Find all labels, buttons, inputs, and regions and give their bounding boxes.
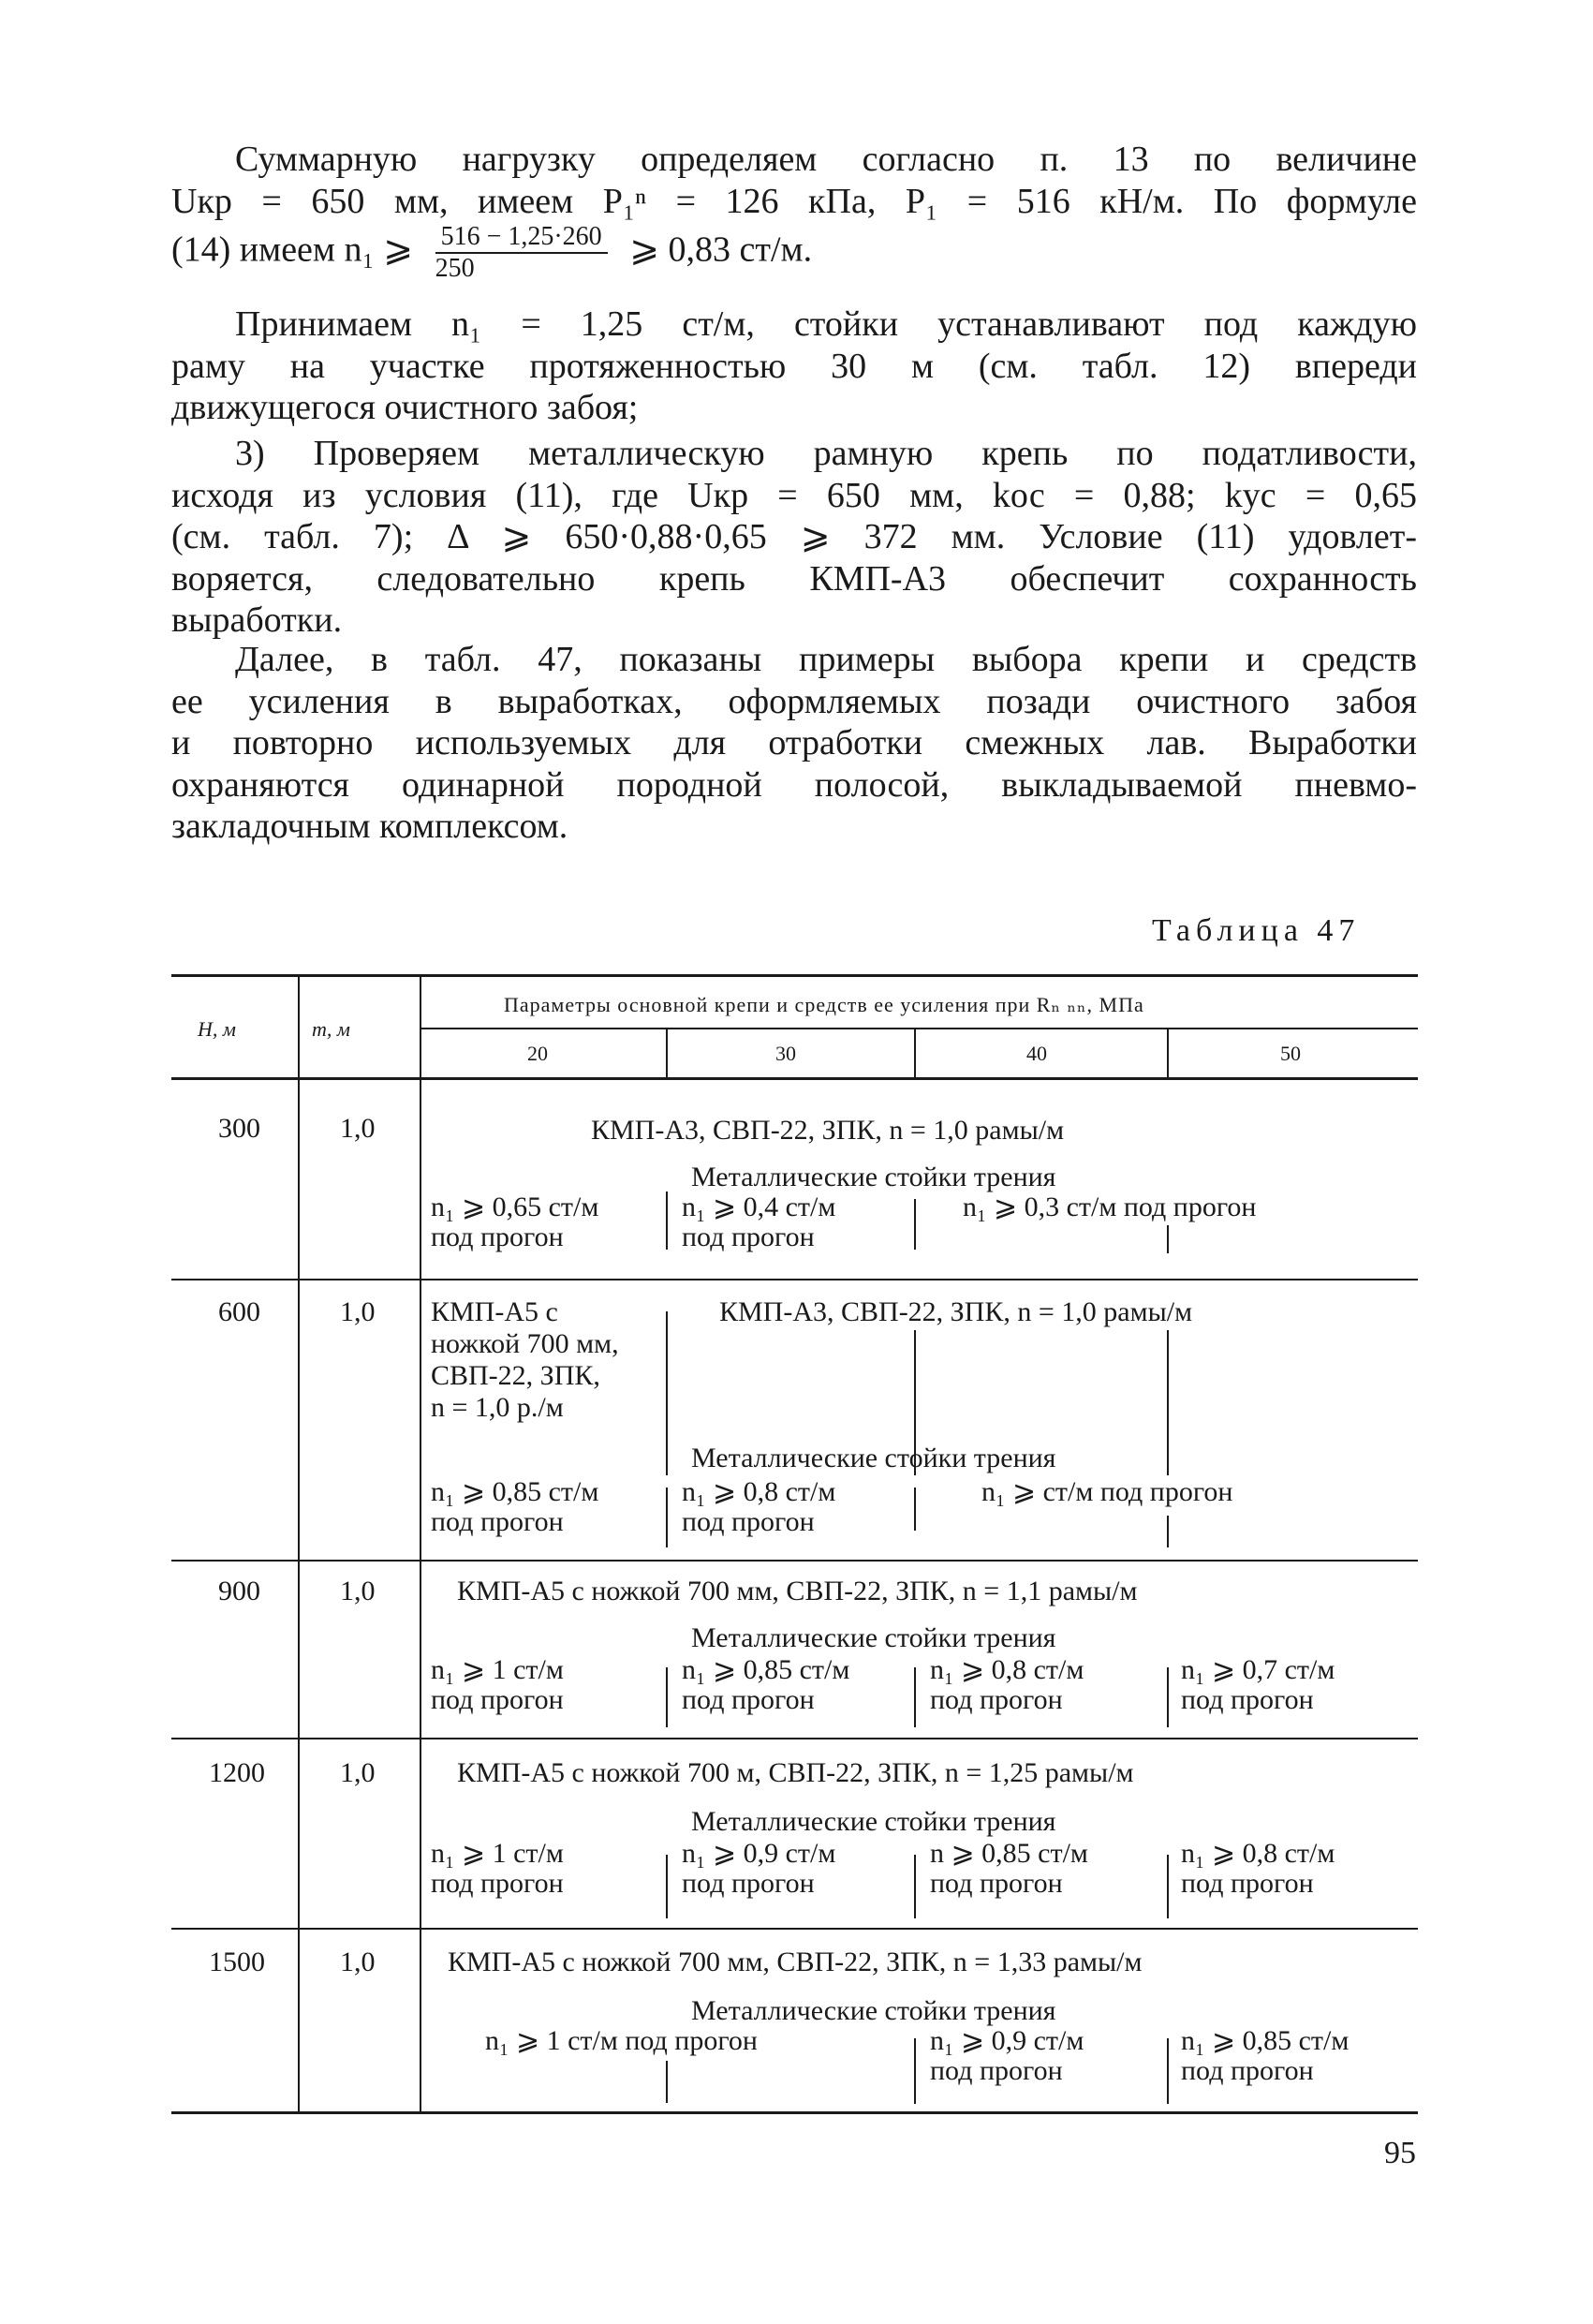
row-friction-label: Металлические стойки трения — [691, 1806, 1056, 1837]
row-main-support: КМП-А3, СВП-22, ЗПК, n = 1,0 рамы/м — [591, 1115, 1065, 1146]
row-friction-label: Металлические стойки трения — [691, 1622, 1056, 1653]
cell-text: СВП-22, ЗПК, — [431, 1360, 600, 1391]
header-strength-30: 30 — [775, 1042, 796, 1065]
table-top-rule — [171, 974, 1418, 977]
row-m-value: 1,0 — [340, 1296, 376, 1327]
table-caption: Таблица 47 — [1152, 913, 1361, 948]
paragraph-1 — [171, 139, 1417, 284]
text-line: охраняются одинарной породной полосой, выкладываемой пневмо- — [171, 764, 1417, 805]
row-h-value: 300 — [218, 1113, 260, 1144]
row-main-support: КМП-А5 с ножкой 700 мм, СВП-22, ЗПК, n = 1,1 рамы/м — [457, 1576, 1138, 1606]
cell-text: под прогон — [1181, 1868, 1314, 1899]
cell-text: n₁ ⩾ 0,8 ст/м — [1181, 1838, 1335, 1869]
paragraph-4 — [171, 639, 1417, 848]
cell-text: под прогон — [431, 1684, 564, 1715]
text-line: Принимаем n₁ = 1,25 ст/м, стойки устанавливают под каждую — [235, 304, 1417, 344]
text-line: исходя из условия (11), где Uкр = 650 мм, kос = 0,88; kус = 0,65 — [171, 475, 1417, 515]
row-h-value: 900 — [218, 1576, 260, 1606]
header-bottom-rule — [171, 1077, 1418, 1080]
cell-rule — [914, 1855, 916, 1918]
row-main-support: КМП-А5 с ножкой 700 м, СВП-22, ЗПК, n = 1,25 рамы/м — [457, 1757, 1134, 1788]
cell-rule — [1167, 1855, 1169, 1918]
cell-text: n₁ ⩾ 0,85 ст/м — [682, 1654, 850, 1685]
column-rule — [420, 974, 421, 2113]
cell-rule — [666, 1192, 668, 1250]
row-h-value: 600 — [218, 1296, 260, 1327]
row-divider — [171, 1928, 1418, 1930]
header-column-rule — [666, 1028, 668, 1079]
cell-text: под прогон — [431, 1221, 564, 1252]
row-friction-label: Металлические стойки трения — [691, 1443, 1056, 1473]
text-line: воряется, следовательно крепь КМП-А3 обеспечит сохранность — [171, 558, 1417, 599]
header-column-rule — [1167, 1028, 1169, 1079]
cell-rule — [1167, 1667, 1169, 1727]
cell-text: под прогон — [682, 1684, 815, 1715]
cell-text: n ⩾ 0,85 ст/м — [930, 1838, 1088, 1869]
cell-rule — [1167, 2038, 1169, 2104]
cell-rule — [1167, 1516, 1169, 1547]
text-line: 3) Проверяем металлическую рамную крепь по податливости, — [235, 434, 1417, 473]
row-divider — [171, 1560, 1418, 1562]
cell-text: n₁ ⩾ 0,8 ст/м — [930, 1654, 1084, 1685]
cell-text: под прогон — [930, 1868, 1063, 1899]
text-line: раму на участке протяженностью 30 м (см. табл. 12) впереди — [171, 346, 1417, 386]
row-main-support: КМП-А5 с ножкой 700 мм, СВП-22, ЗПК, n = 1,33 рамы/м — [448, 1947, 1143, 1977]
cell-text: n₁ ⩾ 0,9 ст/м — [682, 1838, 836, 1869]
cell-rule — [666, 1667, 668, 1727]
header-params: Параметры основной крепи и средств ее усиления при Rₙ ₙₙ, МПа — [504, 993, 1144, 1016]
cell-text: n₁ ⩾ 1 ст/м — [431, 1654, 564, 1685]
paragraph-3 — [171, 433, 1417, 642]
cell-text: n₁ ⩾ 0,4 ст/м — [682, 1192, 836, 1222]
cell-rule — [914, 1488, 916, 1531]
header-strength-40: 40 — [1026, 1042, 1047, 1065]
cell-rule — [1167, 1330, 1169, 1475]
fraction-denominator: 250 — [435, 254, 475, 283]
cell-text: под прогон — [431, 1868, 564, 1899]
cell-text: n₁ ⩾ 0,3 ст/м под прогон — [963, 1192, 1257, 1222]
header-divider — [420, 1028, 1418, 1029]
cell-text: n₁ ⩾ 0,85 ст/м — [1181, 2025, 1350, 2056]
row-divider — [171, 1738, 1418, 1739]
cell-text: n₁ ⩾ 0,7 ст/м — [1181, 1654, 1335, 1685]
cell-text: n₁ ⩾ 1 ст/м — [431, 1838, 564, 1869]
cell-text: под прогон — [431, 1506, 564, 1537]
paragraph-2 — [171, 303, 1417, 429]
cell-rule — [914, 2038, 916, 2104]
cell-text: под прогон — [1181, 2055, 1314, 2086]
header-m: m, м — [312, 1017, 350, 1041]
page-number: 95 — [1384, 2136, 1416, 2170]
cell-text: n₁ ⩾ 0,85 ст/м — [431, 1476, 599, 1507]
cell-rule — [666, 1488, 668, 1547]
header-h: H, м — [198, 1017, 236, 1041]
row-h-value: 1500 — [209, 1947, 265, 1977]
cell-rule — [666, 1311, 668, 1475]
row-m-value: 1,0 — [340, 1576, 376, 1606]
cell-text: n₁ ⩾ ст/м под прогон — [981, 1476, 1233, 1507]
fraction-numerator: 516 − 1,25·260 — [435, 222, 608, 254]
text-line: Далее, в табл. 47, показаны примеры выбора крепи и средств — [235, 640, 1417, 679]
row-m-value: 1,0 — [340, 1947, 376, 1977]
cell-text: под прогон — [682, 1221, 815, 1252]
row-h-value: 1200 — [209, 1757, 265, 1788]
row-friction-label: Металлические стойки трения — [691, 1162, 1056, 1192]
formula-lead: (14) имеем n₁ ⩾ — [171, 229, 414, 270]
cell-rule — [914, 1667, 916, 1727]
cell-text: под прогон — [1181, 1684, 1314, 1715]
cell-text: под прогон — [930, 1684, 1063, 1715]
cell-text: под прогон — [682, 1506, 815, 1537]
text-line: (см. табл. 7); Δ ⩾ 650·0,88·0,65 ⩾ 372 мм. Условие (11) удовлет- — [171, 517, 1417, 556]
formula-line — [171, 222, 1417, 284]
header-strength-50: 50 — [1280, 1042, 1301, 1065]
cell-text: n₁ ⩾ 0,9 ст/м — [930, 2025, 1084, 2056]
cell-text: под прогон — [930, 2055, 1063, 2086]
text-line: ее усиления в выработках, оформляемых позади очистного забоя — [171, 681, 1417, 721]
cell-text: n₁ ⩾ 0,8 ст/м — [682, 1476, 836, 1507]
table-bottom-rule — [171, 2111, 1418, 2114]
cell-text: n₁ ⩾ 1 ст/м под прогон — [485, 2025, 758, 2056]
cell-text: n = 1,0 р./м — [431, 1392, 564, 1423]
data-table — [171, 974, 1418, 2136]
cell-rule — [666, 1855, 668, 1918]
cell-rule — [666, 2061, 668, 2103]
fraction — [435, 222, 608, 284]
cell-text: КМП-А5 с — [431, 1296, 558, 1327]
cell-text: под прогон — [682, 1868, 815, 1899]
text-line: Суммарную нагрузку определяем согласно п. 13 по величине — [235, 140, 1417, 179]
column-rule — [298, 974, 300, 2113]
cell-rule — [1167, 1225, 1169, 1253]
cell-text: ножкой 700 мм, — [431, 1328, 619, 1359]
text-line: Uкр = 650 мм, имеем P₁ⁿ = 126 кПа, P₁ = 516 кН/м. По формуле — [171, 181, 1417, 221]
cell-text: n₁ ⩾ 0,65 ст/м — [431, 1192, 599, 1222]
row-main-support: КМП-А3, СВП-22, ЗПК, n = 1,0 рамы/м — [719, 1296, 1193, 1327]
text-line: закладочным комплексом. — [171, 807, 568, 846]
row-friction-label: Металлические стойки трения — [691, 1995, 1056, 2026]
header-strength-20: 20 — [527, 1042, 548, 1065]
text-line: выработки. — [171, 600, 343, 640]
header-column-rule — [914, 1028, 916, 1079]
row-m-value: 1,0 — [340, 1113, 376, 1144]
text-line: и повторно используемых для отработки смежных лав. Выработки — [171, 723, 1417, 762]
row-divider — [171, 1279, 1418, 1280]
cell-rule — [914, 1199, 916, 1250]
formula-tail: ⩾ 0,83 ст/м. — [629, 229, 813, 270]
row-m-value: 1,0 — [340, 1757, 376, 1788]
text-line: движущегося очистного забоя; — [171, 388, 639, 427]
